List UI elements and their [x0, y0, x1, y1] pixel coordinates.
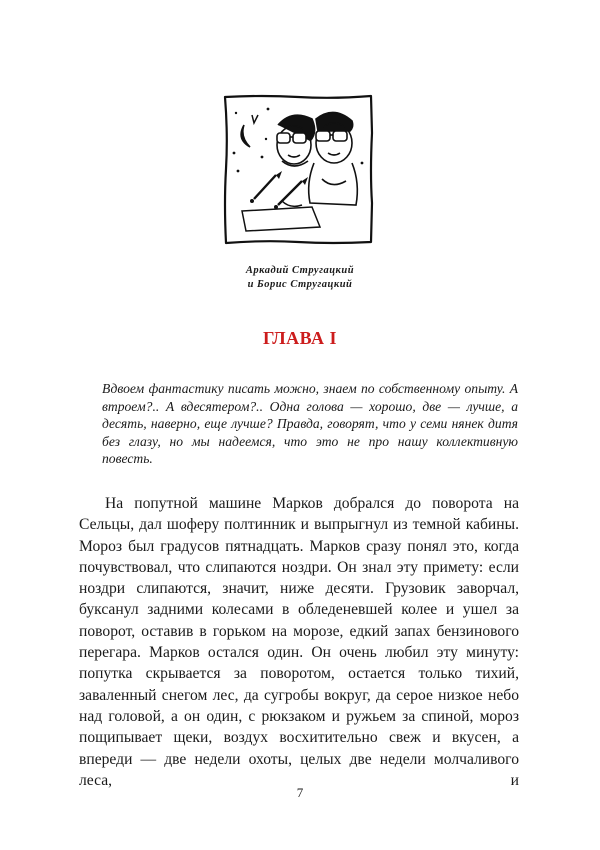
- epigraph: Вдвоем фантастику писать можно, знаем по собственному опыту. А втроем?.. А вдесятером?.. Одна голова — хорошо, две — лучше, а десять, наверно, еще лучше? Правда, говорят, что у семи нянек дитя без глазу, но мы надеемся, что это не про нашу коллективную повесть.: [102, 381, 518, 467]
- chapter-title: ГЛАВА I: [262, 328, 338, 348]
- page-number: 7: [296, 785, 304, 800]
- strugatsky-brothers-caricature-icon: [222, 93, 374, 245]
- author-caption: [200, 264, 400, 292]
- author-caption-line-2: и Борис Стругацкий: [247, 279, 353, 290]
- author-illustration: [222, 93, 374, 245]
- body-paragraph: На попутной машине Марков добрался до поворота на Сельцы, дал шоферу полтинник и выпрыгнул из темной кабины. Мороз был градусов пятнадцать. Марков сразу понял это, когда почувствовал, что слипаются ноздри. Он знал эту примету: если ноздри слипаются, значит, ниже десяти. Грузовик заворчал, буксанул задними колесами в обледеневшей колее и ушел за поворот, оставив в горьком на морозе, едкий запах бензинового перегара. Марков остался один. Он очень любил эту минуту: попутка скрывается за поворотом, остается только тихий, заваленный снегом лес, да сугробы вокруг, да серое низкое небо над головой, а он один, с рюкзаком и ружьем за спиной, мороз пощипывает щеки, воздух восхитительно свеж и вкусен, а впереди — две недели охоты, целых две недели молчаливого леса, и: [79, 495, 519, 789]
- author-caption-line-1: Аркадий Стругацкий: [245, 265, 355, 276]
